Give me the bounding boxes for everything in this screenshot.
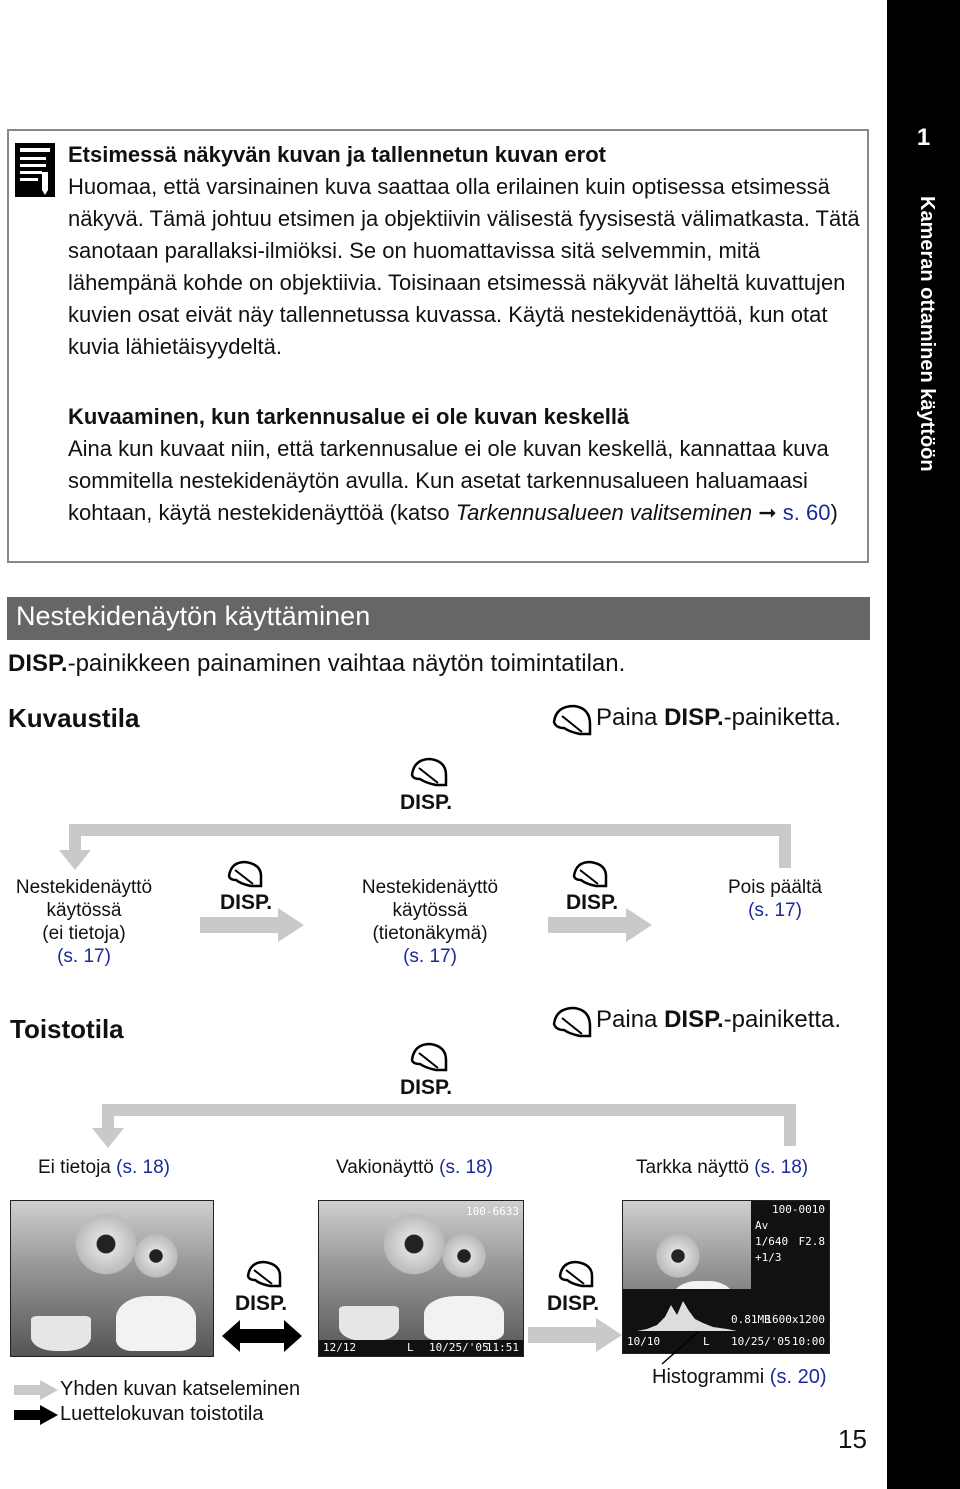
note-paragraph-parallax: Huomaa, että varsinainen kuva saattaa olla erilainen kuin optisessa etsimessä näkyvä. Tämä johtuu etsimen ja objektiivin välisestä fyysisestä välimatkasta. Tätä sanotaan parallaksi-ilmiöksi. Se on huomattavissa sitä selvemmin, mitä lähempänä kohde on objektiivia. Toisinaan etsimessä näkyvät läheltä kuvattujen kuvien osat eivät näy tallennetussa kuvassa. Käytä nestekidenäyttöä, kun otat kuvia lähietäisyydeltä. bbox=[68, 174, 860, 359]
note-heading-parallax: Etsimessä näkyvän kuvan ja tallennetun kuvan erot bbox=[68, 142, 606, 167]
right-arrow-icon bbox=[528, 1318, 624, 1352]
playback-press-instruction: Paina DISP.-painiketta. bbox=[596, 1006, 842, 1033]
flower-shape bbox=[71, 1209, 141, 1279]
disp-label: DISP. bbox=[400, 1076, 453, 1099]
osd-file-number: 100-6633 bbox=[466, 1205, 519, 1218]
finger-press-icon bbox=[550, 702, 594, 738]
histogram-caption: Histogrammi (s. 20) bbox=[652, 1366, 827, 1388]
osd-exposure-comp: +1/3 bbox=[755, 1251, 782, 1264]
mode-detailed: Tarkka näyttö (s. 18) bbox=[636, 1157, 809, 1178]
disp-label: DISP. bbox=[220, 891, 273, 914]
section-title: Nestekidenäytön käyttäminen bbox=[16, 601, 371, 631]
finger-press-icon bbox=[408, 1040, 450, 1074]
osd-image-count: 12/12 bbox=[323, 1341, 357, 1354]
finger-press-icon bbox=[550, 1004, 594, 1040]
osd-image-count: 10/10 bbox=[627, 1335, 661, 1348]
mode-lcd-off: Pois päältä (s. 17) bbox=[727, 877, 822, 921]
cycle-loop-arrow bbox=[55, 820, 805, 872]
page-number: 15 bbox=[838, 1424, 867, 1454]
section-intro: DISP.-painikkeen painaminen vaihtaa näytön toimintatilan. bbox=[8, 650, 626, 677]
note-text bbox=[68, 139, 868, 363]
callout-line bbox=[660, 1332, 700, 1366]
photo-standard bbox=[318, 1200, 524, 1357]
osd-date: 10/25/'05 bbox=[731, 1335, 791, 1348]
osd-file-number: 100-0010 bbox=[772, 1203, 825, 1216]
disp-label: DISP. bbox=[566, 891, 619, 914]
page-ref-link[interactable]: s. 60 bbox=[782, 500, 831, 525]
teapot-shape bbox=[116, 1296, 196, 1351]
teapot-shape bbox=[424, 1296, 504, 1341]
cycle-loop-arrow bbox=[88, 1100, 808, 1150]
gray-arrow-icon bbox=[14, 1380, 58, 1400]
finger-press-icon bbox=[244, 1258, 284, 1290]
flower-shape bbox=[653, 1231, 703, 1281]
osd-file-size: 0.81MB bbox=[731, 1313, 771, 1326]
osd-shutter: 1/640 bbox=[755, 1235, 789, 1248]
finger-press-icon bbox=[408, 755, 450, 789]
shooting-press-instruction: Paina DISP.-painiketta. bbox=[596, 704, 842, 731]
arrow-icon: ➞ bbox=[758, 500, 777, 525]
cup-shape bbox=[31, 1316, 91, 1351]
note-paragraph-focus: Aina kun kuvaat niin, että tarkennusalue ei ole kuvan keskellä, kannattaa kuva sommitella nestekidenäytön avulla. Kun asetat tarkennusalueen haluamaasi kohtaan, käytä nestekidenäyttöä (katso Tarkennusalueen valitseminen ➞ s. 60) bbox=[68, 436, 838, 525]
osd-quality: L bbox=[407, 1341, 414, 1354]
legend-single-image: Yhden kuvan katseleminen bbox=[60, 1378, 301, 1400]
flower-shape bbox=[131, 1231, 181, 1281]
finger-press-icon bbox=[570, 858, 610, 890]
histogram-graph bbox=[637, 1295, 737, 1331]
photo-detailed bbox=[622, 1200, 830, 1354]
black-arrow-icon bbox=[14, 1405, 58, 1425]
note-heading-focus: Kuvaaminen, kun tarkennusalue ei ole kuvan keskellä bbox=[68, 404, 630, 429]
osd-time: 11:51 bbox=[485, 1341, 519, 1354]
double-arrow-icon bbox=[222, 1320, 302, 1352]
chapter-title: Kameran ottaminen käyttöön bbox=[916, 196, 938, 472]
osd-date: 10/25/'05 bbox=[429, 1341, 489, 1354]
mode-standard: Vakionäyttö (s. 18) bbox=[336, 1157, 494, 1178]
right-arrow-icon bbox=[548, 908, 654, 942]
osd-time: 10:00 bbox=[791, 1335, 825, 1348]
mode-no-info: Ei tietoja (s. 18) bbox=[38, 1157, 171, 1178]
disp-label: DISP. bbox=[547, 1292, 600, 1315]
osd-quality: L bbox=[703, 1335, 710, 1348]
right-arrow-icon bbox=[200, 908, 306, 942]
photo-no-info bbox=[10, 1200, 214, 1357]
cup-shape bbox=[339, 1306, 399, 1341]
mode-lcd-info: Nestekidenäyttö käytössä (tietonäkymä) (s. 17) bbox=[361, 877, 499, 967]
legend-index-playback: Luettelokuvan toistotila bbox=[60, 1403, 264, 1425]
finger-press-icon bbox=[556, 1258, 596, 1290]
note-text-focus bbox=[68, 401, 868, 529]
disp-label: DISP. bbox=[400, 791, 453, 814]
chapter-number: 1 bbox=[916, 124, 931, 151]
flower-shape bbox=[439, 1231, 489, 1281]
shooting-mode-title: Kuvaustila bbox=[8, 703, 140, 733]
osd-aperture: F2.8 bbox=[798, 1235, 825, 1248]
note-icon bbox=[14, 142, 56, 198]
mode-lcd-no-info: Nestekidenäyttö käytössä (ei tietoja) (s. 17) bbox=[15, 877, 153, 967]
osd-shooting-mode: Av bbox=[755, 1219, 769, 1232]
osd-resolution: 1600x1200 bbox=[765, 1313, 825, 1326]
disp-label: DISP. bbox=[235, 1292, 288, 1315]
flower-shape bbox=[379, 1209, 449, 1279]
finger-press-icon bbox=[225, 858, 265, 890]
playback-mode-title: Toistotila bbox=[10, 1014, 124, 1044]
